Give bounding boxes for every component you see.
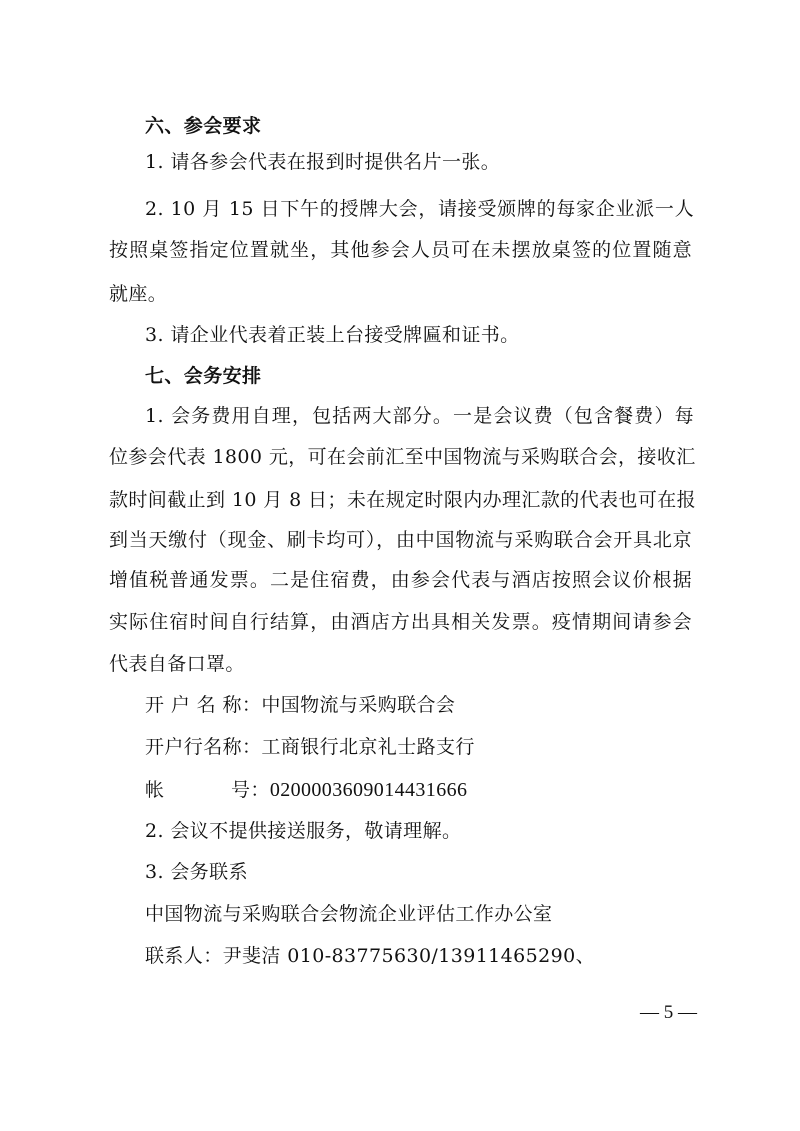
section-7-item-1-line-4: 到当天缴付（现金、刷卡均可），由中国物流与采购联合会开具北京 (109, 529, 692, 551)
section-7-item-3: 3. 会务联系 (145, 861, 248, 883)
account-number-label-tail: 号： (231, 779, 270, 801)
office-name: 中国物流与采购联合会物流企业评估工作办公室 (145, 903, 553, 925)
bank-name-value: 工商银行北京礼士路支行 (261, 736, 475, 758)
section-7-item-2: 2. 会议不提供接送服务，敬请理解。 (145, 820, 462, 842)
section-6-item-2-line-2: 按照桌签指定位置就坐，其他参会人员可在未摆放桌签的位置随意 (109, 239, 692, 261)
section-6-item-2-line-1: 2. 10 月 15 日下午的授牌大会，请接受颁牌的每家企业派一人 (145, 198, 694, 220)
contact-line: 联系人：尹斐洁 010-83775630/13911465290、 (145, 945, 596, 967)
section-6-item-3: 3. 请企业代表着正装上台接受牌匾和证书。 (145, 324, 520, 346)
account-name-label: 开 户 名 称： (145, 694, 262, 716)
section-7-heading: 七、会务安排 (145, 365, 262, 387)
bank-name-row (145, 735, 475, 759)
section-7-item-1-line-3: 款时间截止到 10 月 8 日；未在规定时限内办理汇款的代表也可在报 (109, 489, 697, 511)
account-number-row (145, 778, 467, 802)
section-6-item-2-line-3: 就座。 (109, 283, 168, 305)
account-name-row (145, 693, 455, 717)
section-6-item-1: 1. 请各参会代表在报到时提供名片一张。 (145, 151, 501, 173)
section-7-item-1-line-1: 1. 会务费用自理，包括两大部分。一是会议费（包含餐费）每 (145, 405, 694, 427)
section-7-item-1-line-6: 实际住宿时间自行结算，由酒店方出具相关发票。疫情期间请参会 (109, 611, 692, 633)
account-number-value: 0200003609014431666 (269, 779, 468, 801)
page-number: — 5 — (640, 1002, 697, 1023)
account-number-label: 帐 (145, 779, 165, 801)
section-7-item-1-line-7: 代表自备口罩。 (109, 653, 245, 675)
account-name-value: 中国物流与采购联合会 (261, 694, 456, 716)
section-7-item-1-line-5: 增值税普通发票。二是住宿费，由参会代表与酒店按照会议价根据 (109, 569, 692, 591)
section-6-heading: 六、参会要求 (145, 115, 262, 137)
section-7-item-1-line-2: 位参会代表 1800 元，可在会前汇至中国物流与采购联合会，接收汇 (109, 446, 696, 468)
bank-name-label: 开户行名称： (145, 736, 262, 758)
